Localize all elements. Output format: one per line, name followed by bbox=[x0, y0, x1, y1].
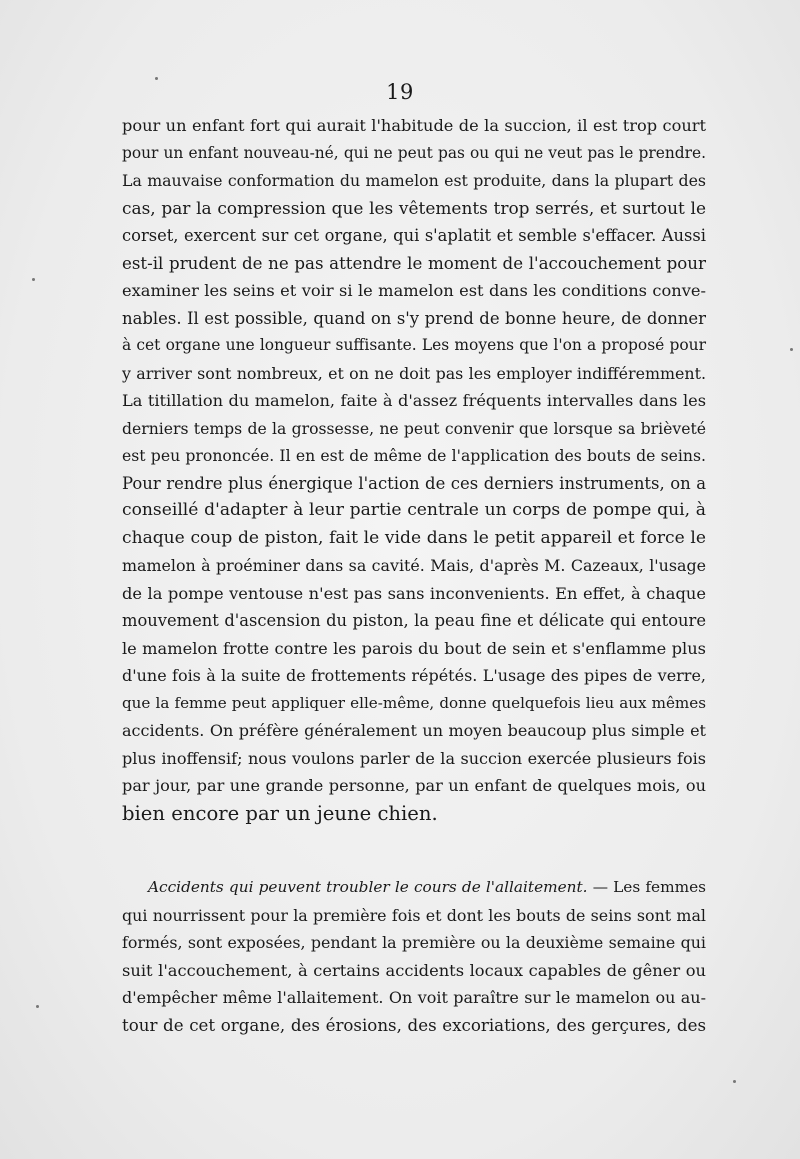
section-first-line bbox=[122, 874, 706, 902]
text-line: de la pompe ventouse n'est pas sans inconvenients. En effet, à chaque bbox=[122, 583, 706, 603]
text-line: chaque coup de piston, fait le vide dans le petit appareil et force le bbox=[122, 527, 706, 548]
text-line: nables. Il est possible, quand on s'y prend de bonne heure, de donner bbox=[122, 308, 706, 328]
paper-speck bbox=[32, 278, 35, 281]
text-line: cas, par la compression que les vêtements trop serrés, et surtout le bbox=[122, 197, 706, 218]
paper-speck bbox=[733, 1080, 736, 1083]
section-first-line-text: — Les femmes bbox=[592, 878, 706, 896]
text-line: pour un enfant fort qui aurait l'habitude de la succion, il est trop court bbox=[122, 116, 706, 135]
text-line: qui nourrissent pour la première fois et dont les bouts de seins sont mal bbox=[122, 905, 706, 925]
text-line: conseillé d'adapter à leur partie centrale un corps de pompe qui, à bbox=[122, 500, 706, 520]
text-line: à cet organe une longueur suffisante. Les moyens que l'on a proposé pour bbox=[122, 336, 706, 354]
text-line: La titillation du mamelon, faite à d'assez fréquents intervalles dans les bbox=[122, 391, 706, 410]
text-line: examiner les seins et voir si le mamelon est dans les conditions conve- bbox=[122, 281, 706, 300]
text-line: mouvement d'ascension du piston, la peau fine et délicate qui entoure bbox=[122, 611, 706, 630]
text-line: bien encore par un jeune chien. bbox=[122, 801, 438, 825]
text-line: est peu prononcée. Il en est de même de l'application des bouts de seins. bbox=[122, 446, 706, 465]
text-line: mamelon à proéminer dans sa cavité. Mais, d'après M. Cazeaux, l'usage bbox=[122, 556, 706, 575]
text-line: d'empêcher même l'allaitement. On voit paraître sur le mamelon ou au- bbox=[122, 988, 706, 1007]
text-line: La mauvaise conformation du mamelon est produite, dans la plupart des bbox=[122, 171, 706, 190]
paper-speck bbox=[790, 348, 793, 351]
text-line: le mamelon frotte contre les parois du bout de sein et s'enflamme plus bbox=[122, 638, 706, 658]
paragraph-2 bbox=[122, 874, 706, 1039]
text-line: corset, exercent sur cet organe, qui s'aplatit et semble s'effacer. Aussi bbox=[122, 226, 706, 245]
text-line: accidents. On préfère généralement un moyen beaucoup plus simple et bbox=[122, 721, 706, 740]
text-line: Pour rendre plus énergique l'action de ces derniers instruments, on a bbox=[122, 473, 706, 493]
text-line: formés, sont exposées, pendant la première ou la deuxième semaine qui bbox=[122, 933, 706, 952]
text-line: pour un enfant nouveau-né, qui ne peut pas ou qui ne veut pas le prendre. bbox=[122, 143, 706, 162]
text-line: plus inoffensif; nous voulons parler de la succion exercée plusieurs fois bbox=[122, 748, 706, 768]
text-line: est-il prudent de ne pas attendre le moment de l'accouchement pour bbox=[122, 253, 706, 273]
text-line: que la femme peut appliquer elle-même, donne quelquefois lieu aux mêmes bbox=[122, 693, 706, 712]
text-line: y arriver sont nombreux, et on ne doit pas les employer indifféremment. bbox=[122, 363, 706, 383]
paper-speck bbox=[155, 77, 158, 80]
text-line: tour de cet organe, des érosions, des excoriations, des gerçures, des bbox=[122, 1015, 706, 1035]
page-number: 19 bbox=[386, 80, 414, 104]
paper-speck bbox=[36, 1005, 39, 1008]
text-line: derniers temps de la grossesse, ne peut convenir que lorsque sa brièveté bbox=[122, 418, 706, 438]
text-line: d'une fois à la suite de frottements répétés. L'usage des pipes de verre, bbox=[122, 666, 706, 685]
text-line: suit l'accouchement, à certains accidents locaux capables de gêner ou bbox=[122, 960, 706, 980]
text-line: par jour, par une grande personne, par un enfant de quelques mois, ou bbox=[122, 776, 706, 795]
paragraph-1 bbox=[122, 112, 706, 827]
section-heading: Accidents qui peuvent troubler le cours de l'allaitement. bbox=[148, 878, 588, 896]
